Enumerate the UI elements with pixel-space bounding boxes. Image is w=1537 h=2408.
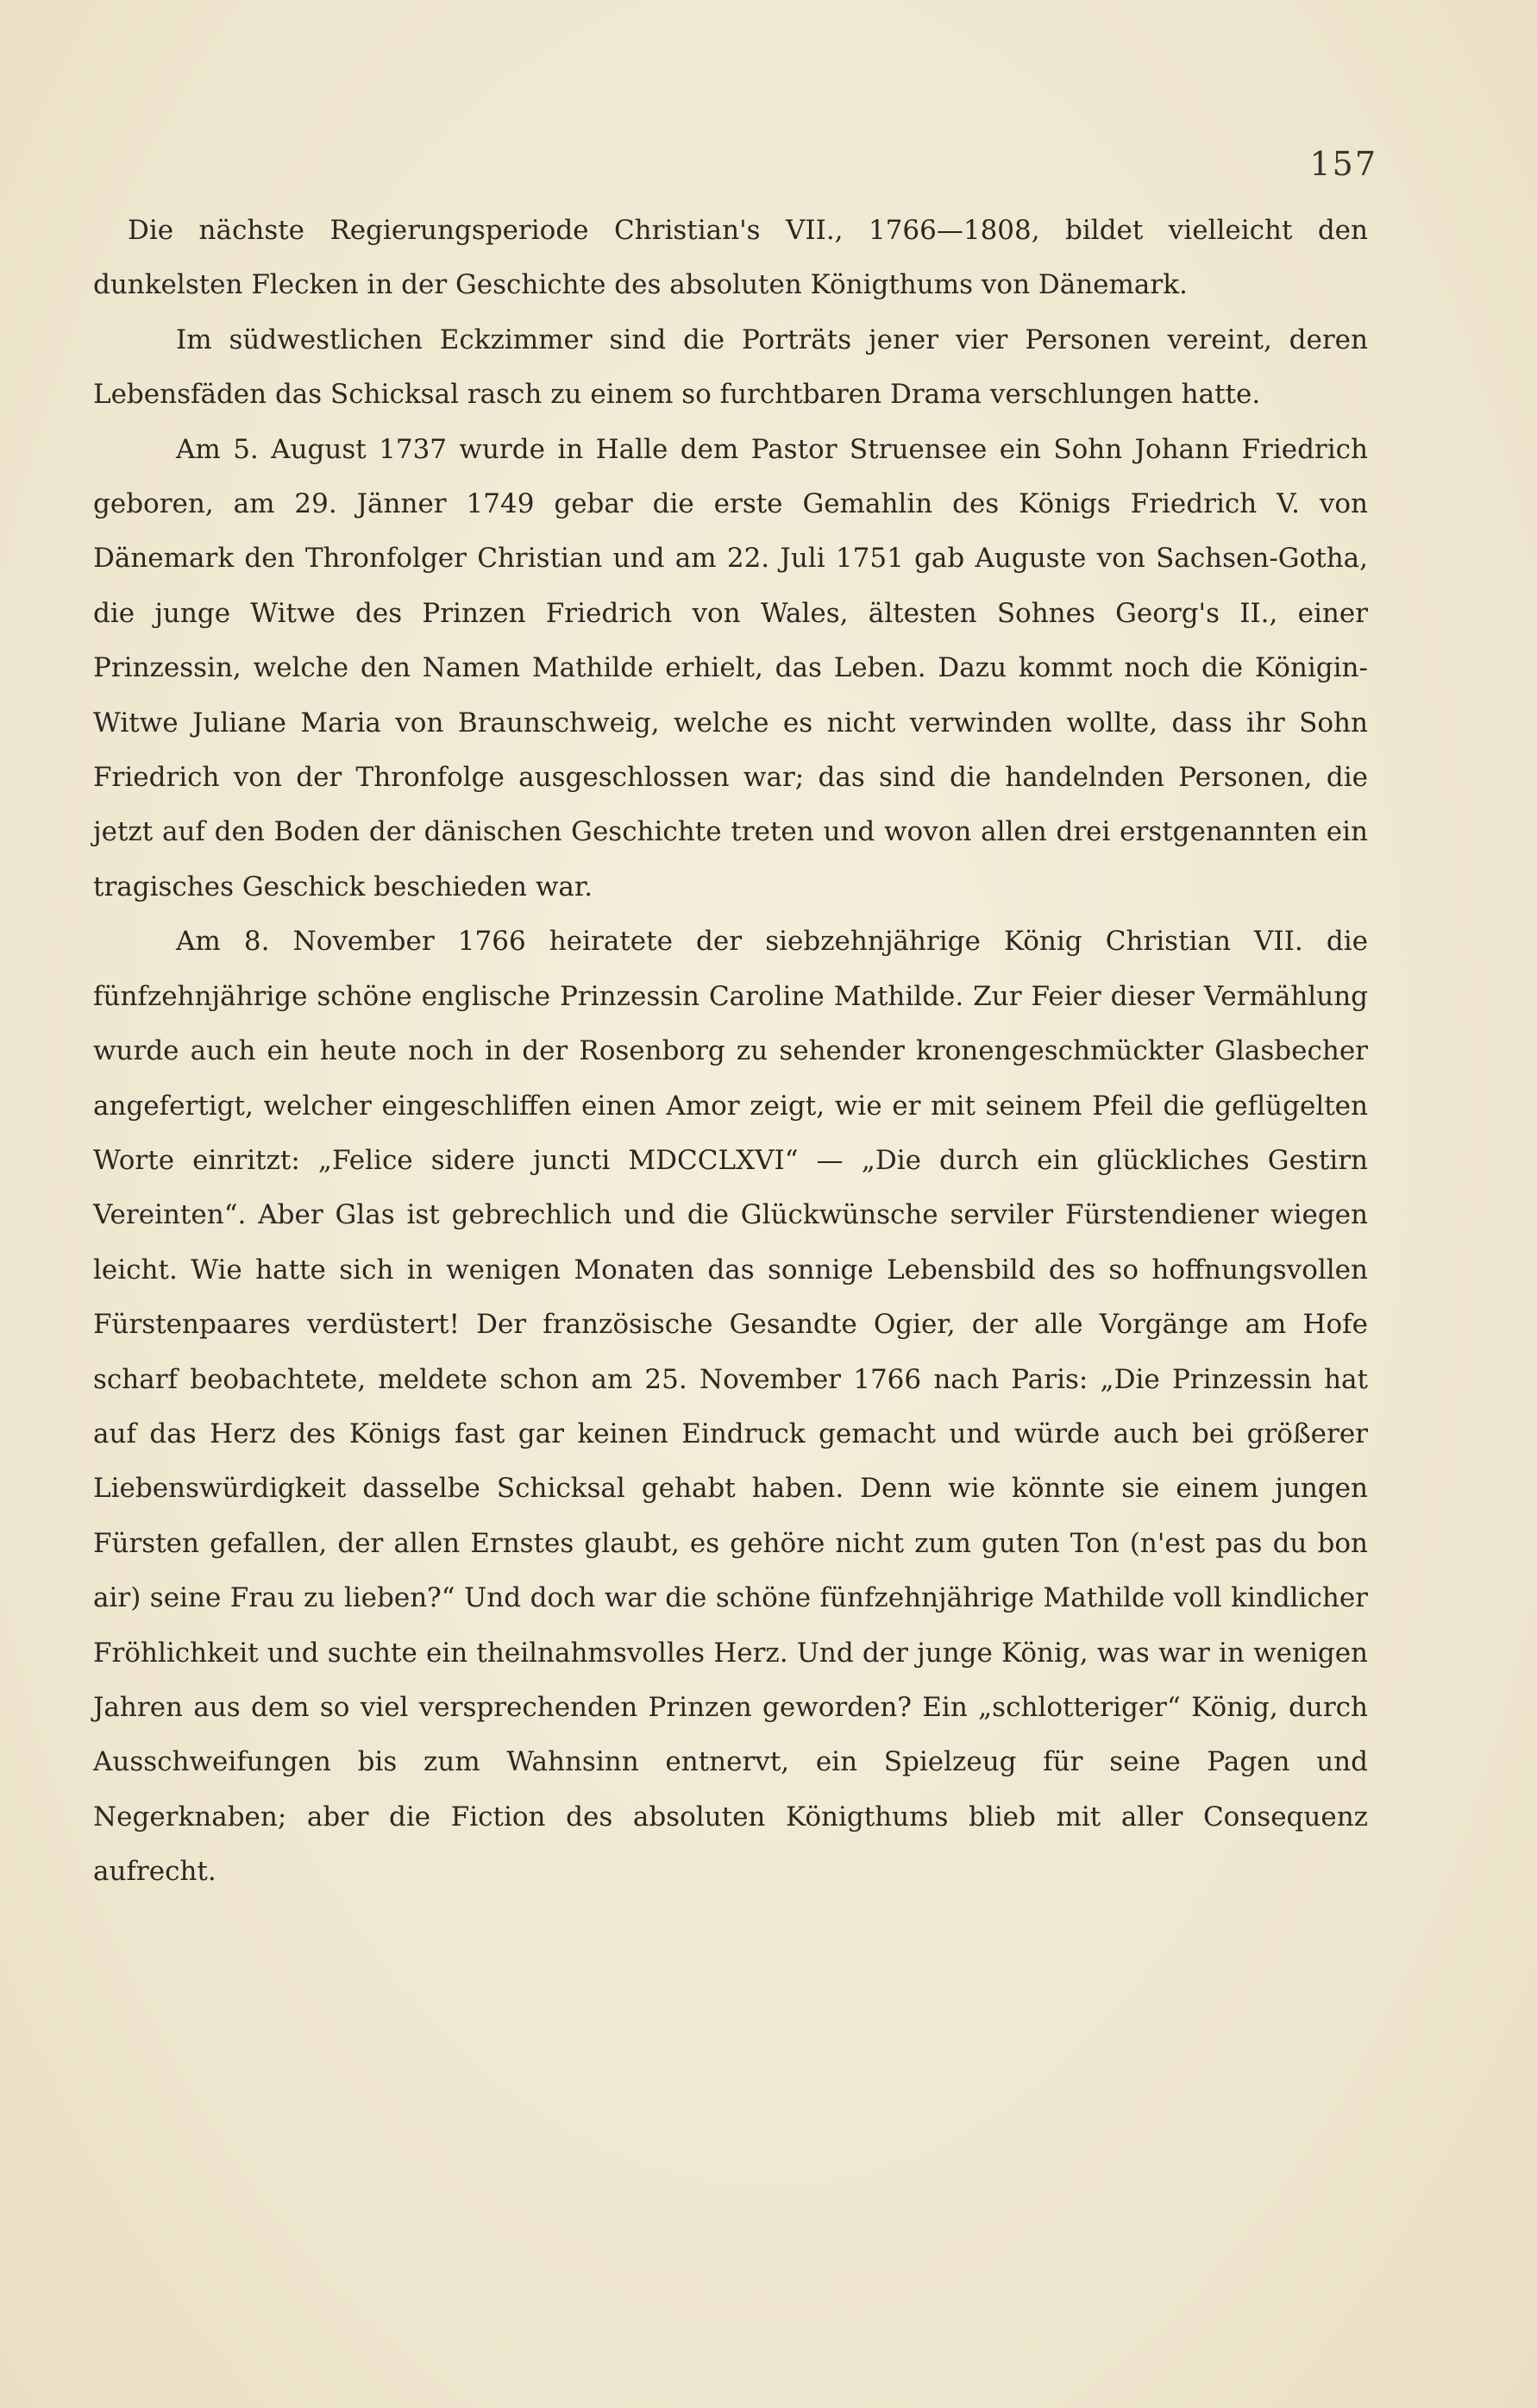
- paragraph: Im südwestlichen Eckzimmer sind die Porträts jener vier Personen vereint, deren Lebensfäden das Schicksal rasch zu einem so furchtbaren Drama verschlungen hatte.: [93, 324, 1368, 411]
- page-number: 157: [1309, 145, 1377, 183]
- paragraph: Die nächste Regierungsperiode Christian's VII., 1766—1808, bildet vielleicht den dunkelsten Flecken in der Geschichte des absoluten Königthums von Dänemark.: [93, 215, 1368, 301]
- paragraph: Am 8. November 1766 heiratete der siebzehnjährige König Christian VII. die fünfzehnjährige schöne englische Prinzessin Caroline Mathilde. Zur Feier dieser Vermählung wurde auch ein heute noch in der Rosenborg zu sehender kronengeschmückter Glasbecher angefertigt, welcher eingeschliffen einen Amor zeigt, wie er mit seinem Pfeil die geflügelten Worte einritzt: „Felice sidere juncti MDCCLXVI“ — „Die durch ein glückliches Gestirn Vereinten“. Aber Glas ist gebrechlich und die Glückwünsche serviler Fürstendiener wiegen leicht. Wie hatte sich in wenigen Monaten das sonnige Lebensbild des so hoffnungsvollen Fürstenpaares verdüstert! Der französische Gesandte Ogier, der alle Vorgänge am Hofe scharf beobachtete, meldete schon am 25. November 1766 nach Paris: „Die Prinzessin hat auf das Herz des Königs fast gar keinen Eindruck gemacht und würde auch bei größerer Liebenswürdigkeit dasselbe Schicksal gehabt haben. Denn wie könnte sie einem jungen Fürsten gefallen, der allen Ernstes glaubt, es gehöre nicht zum guten Ton (n'est pas du bon air) seine Frau zu lieben?“ Und doch war die schöne fünfzehnjährige Mathilde voll kindlicher Fröhlichkeit und suchte ein theilnahmsvolles Herz. Und der junge König, was war in wenigen Jahren aus dem so viel versprechenden Prinzen geworden? Ein „schlotteriger“ König, durch Ausschweifungen bis zum Wahnsinn entnervt, ein Spielzeug für seine Pagen und Negerknaben; aber die Fiction des absoluten Königthums blieb mit aller Consequenz aufrecht.: [93, 926, 1368, 1888]
- body-text: [93, 204, 1368, 1900]
- paragraph: Am 5. August 1737 wurde in Halle dem Pastor Struensee ein Sohn Johann Friedrich geboren, am 29. Jänner 1749 gebar die erste Gemahlin des Königs Friedrich V. von Dänemark den Thronfolger Christian und am 22. Juli 1751 gab Auguste von Sachsen-Gotha, die junge Witwe des Prinzen Friedrich von Wales, ältesten Sohnes Georg's II., einer Prinzessin, welche den Namen Mathilde erhielt, das Leben. Dazu kommt noch die Königin-Witwe Juliane Maria von Braunschweig, welche es nicht verwinden wollte, dass ihr Sohn Friedrich von der Thronfolge ausgeschlossen war; das sind die handelnden Personen, die jetzt auf den Boden der dänischen Geschichte treten und wovon allen drei erstgenannten ein tragisches Geschick beschieden war.: [93, 433, 1368, 902]
